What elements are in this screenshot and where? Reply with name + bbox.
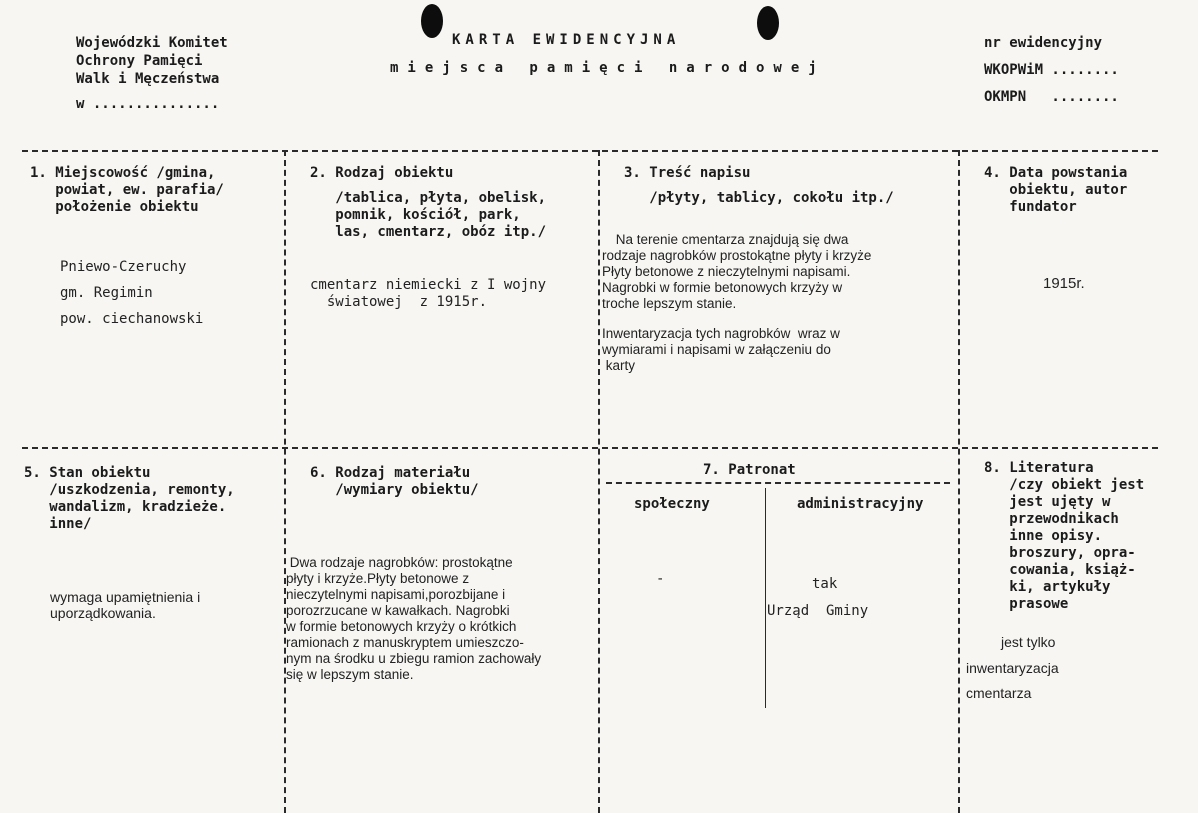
section3-value-2: rodzaje nagrobków prostokątne płyty i krzyże [602, 248, 872, 263]
section1-value-1: Pniewo-Czeruchy [60, 259, 187, 275]
column-divider-1 [284, 150, 286, 813]
section6-value-8: się w lepszym stanie. [286, 667, 414, 682]
section5-value-1: wymaga upamiętnienia i [50, 589, 201, 605]
section8-title-5: inne opisy. [984, 528, 1103, 544]
section3-value-3: Płyty betonowe z nieczytelnymi napisami. [602, 264, 851, 279]
committee-line-4: w ............... [76, 96, 220, 112]
section2-title-4: las, cmentarz, obóz itp./ [310, 224, 547, 240]
section8-title-7: cowania, książ- [984, 562, 1136, 578]
section6-title-2: /wymiary obiektu/ [310, 482, 479, 498]
section6-value-3: nieczytelnymi napisami,porozbijane i [286, 587, 506, 602]
section1-value-2: gm. Regimin [60, 285, 153, 301]
committee-line-3: Walk i Męczeństwa [76, 71, 220, 87]
section8-title-2: /czy obiekt jest [984, 477, 1145, 493]
section4-title-1: 4. Data powstania [984, 165, 1128, 181]
section3-value-5: troche lepszym stanie. [602, 296, 737, 311]
section5-title-4: inne/ [24, 516, 92, 532]
section2-title-3: pomnik, kościół, park, [310, 207, 521, 223]
okmpn-label: OKMPN ........ [984, 89, 1119, 105]
section3-title-2: /płyty, tablicy, cokołu itp./ [624, 190, 894, 206]
section6-value-6: ramionach z manuskryptem umieszczo- [286, 635, 524, 650]
section5-title-3: wandalizm, kradzieże. [24, 499, 227, 515]
section3-value2-2: wymiarami i napisami w załączeniu do [602, 342, 831, 357]
section8-value-3: cmentarza [966, 685, 1032, 701]
section4-title-3: fundator [984, 199, 1077, 215]
section8-title-9: prasowe [984, 596, 1069, 612]
section5-value-2: uporządkowania. [50, 605, 156, 621]
section8-clip [960, 455, 1198, 615]
section1-title-1: 1. Miejscowość /gmina, [30, 165, 216, 181]
committee-line-1: Wojewódzki Komitet [76, 35, 228, 51]
section1-title-3: położenie obiektu [30, 199, 199, 215]
column-divider-2 [598, 150, 600, 813]
wkopwim-label: WKOPWiM ........ [984, 62, 1119, 78]
section3-value-4: Nagrobki w formie betonowych krzyży w [602, 280, 843, 295]
registry-number-label: nr ewidencyjny [984, 35, 1103, 51]
section1-value-3: pow. ciechanowski [60, 311, 204, 327]
section6-value-5: w formie betonowych krzyży o krótkich [286, 619, 517, 634]
patronat-admin-value-2: Urząd Gminy [767, 603, 869, 619]
section2-title-1: 2. Rodzaj obiektu [310, 165, 454, 181]
section8-value-1: jest tylko [1001, 634, 1056, 650]
section6-value-2: płyty i krzyże.Płyty betonowe z [286, 571, 470, 586]
section6-value-4: porozrzucane w kawałkach. Nagrobki [286, 603, 510, 618]
section6-title-1: 6. Rodzaj materiału [310, 465, 471, 481]
section3-value2-1: Inwentaryzacja tych nagrobków wraz w [602, 326, 840, 341]
section8-title-3: jest ujęty w [984, 494, 1111, 510]
section3-value-1: Na terenie cmentarza znajdują się dwa [612, 232, 849, 247]
patronat-social-header: społeczny [634, 496, 710, 512]
punch-hole-right [757, 6, 779, 40]
section8-title-1: 8. Literatura [984, 460, 1094, 476]
patronat-admin-value-1: tak [812, 576, 838, 592]
section3-value2-3: karty [602, 358, 636, 373]
section8-title-6: broszury, opra- [984, 545, 1136, 561]
section8-value-2: inwentaryzacja [966, 660, 1059, 676]
section8-title-8: ki, artykuły [984, 579, 1111, 595]
top-divider [22, 150, 1158, 152]
section1-title-2: powiat, ew. parafia/ [30, 182, 224, 198]
document-subtitle: miejsca pamięci narodowej [390, 60, 826, 76]
section5-title-2: /uszkodzenia, remonty, [24, 482, 235, 498]
document-title: KARTA EWIDENCYJNA [452, 32, 681, 48]
section2-title-2: /tablica, płyta, obelisk, [310, 190, 547, 206]
section5-title-1: 5. Stan obiektu [24, 465, 151, 481]
middle-divider [22, 447, 1158, 449]
section8-title-4: przewodnikach [984, 511, 1119, 527]
section6-value-1: Dwa rodzaje nagrobków: prostokątne [286, 555, 513, 570]
patronat-social-value: - [656, 571, 665, 587]
section2-value-2: światowej z 1915r. [310, 294, 488, 310]
patronat-admin-header: administracyjny [797, 496, 924, 512]
committee-line-2: Ochrony Pamięci [76, 53, 203, 69]
section4-title-2: obiektu, autor [984, 182, 1128, 198]
section7-title: 7. Patronat [703, 462, 796, 478]
patronat-underline [606, 482, 950, 484]
section6-value-7: nym na środku u zbiegu ramion zachowały [286, 651, 542, 666]
section4-value: 1915r. [1043, 275, 1085, 292]
section2-value-1: cmentarz niemiecki z I wojny [310, 277, 547, 293]
punch-hole-left [421, 4, 443, 38]
section3-title-1: 3. Treść napisu [624, 165, 751, 181]
patronat-column-divider [765, 488, 766, 708]
